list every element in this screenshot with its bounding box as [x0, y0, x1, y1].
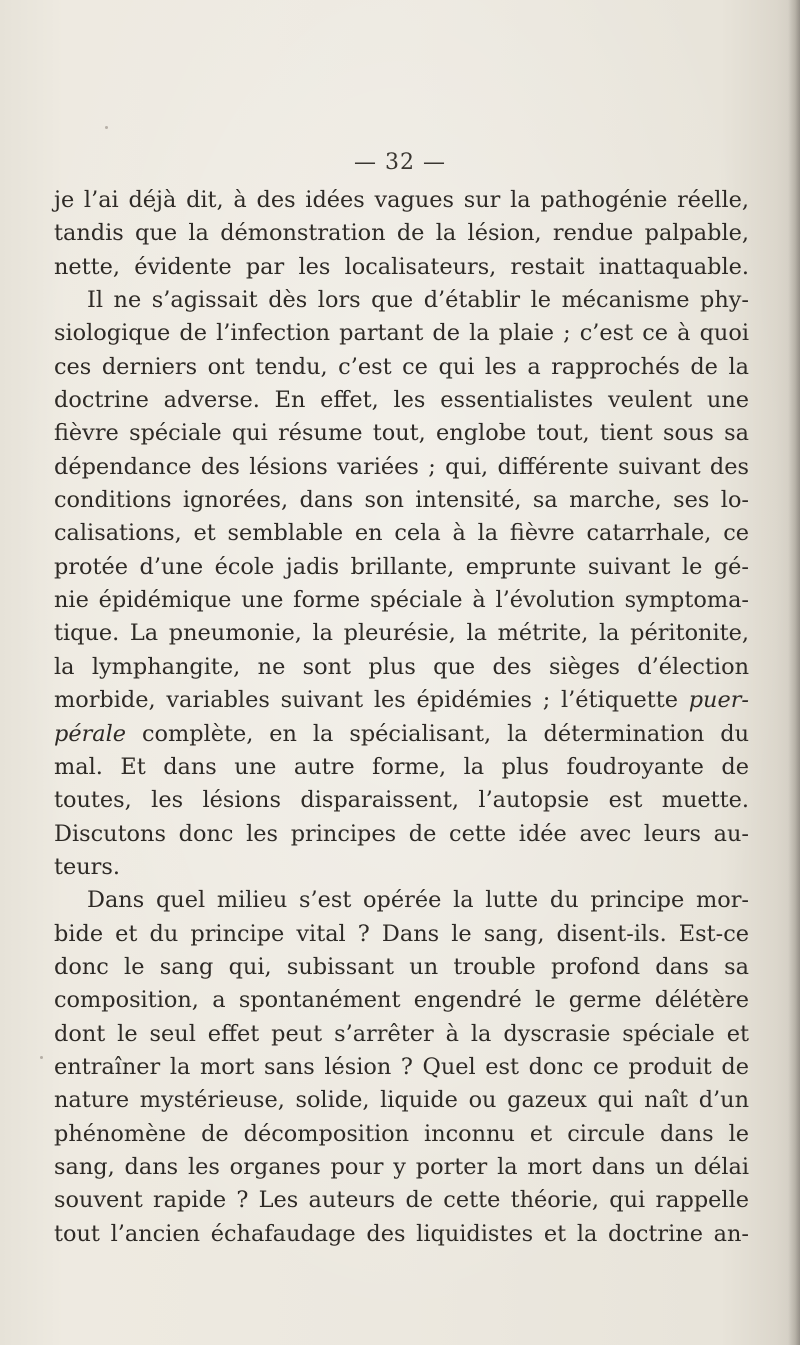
- text-line: [54, 484, 749, 517]
- text-run: Dans quel milieu s’est opérée la lutte du principe mor-: [87, 887, 749, 914]
- text-line: [54, 351, 749, 384]
- text-line: [54, 1151, 749, 1184]
- text-line: [54, 684, 749, 717]
- body-text: [54, 184, 749, 1251]
- italic-text: puer-: [688, 687, 749, 714]
- text-line: [54, 884, 749, 917]
- text-run: souvent rapide ? Les auteurs de cette théorie, qui rappelle: [54, 1187, 749, 1214]
- text-run: mal. Et dans une autre forme, la plus foudroyante de: [54, 753, 749, 780]
- text-line: [54, 984, 749, 1017]
- text-run: teurs.: [54, 853, 120, 880]
- text-line: [54, 1118, 749, 1151]
- text-line: [54, 451, 749, 484]
- text-run: dont le seul effet peut s’arrêter à la dyscrasie spéciale et: [54, 1020, 749, 1047]
- text-run: nature mystérieuse, solide, liquide ou gazeux qui naît d’un: [54, 1087, 749, 1114]
- text-run: donc le sang qui, subissant un trouble profond dans sa: [54, 953, 749, 980]
- paper-speck: [105, 126, 108, 129]
- text-line: [54, 284, 749, 317]
- text-run: Discutons donc les principes de cette idée avec leurs au-: [54, 820, 749, 847]
- text-line: [54, 784, 749, 817]
- text-run: nie épidémique une forme spéciale à l’évolution symptoma-: [54, 587, 749, 614]
- text-line: [54, 918, 749, 951]
- text-line: [54, 584, 749, 617]
- text-line: [54, 851, 749, 884]
- text-line: [54, 1051, 749, 1084]
- text-line: [54, 317, 749, 350]
- text-run: entraîner la mort sans lésion ? Quel est donc ce produit de: [54, 1053, 749, 1080]
- text-line: [54, 251, 749, 284]
- text-run: composition, a spontanément engendré le germe délétère: [54, 987, 749, 1014]
- text-line: [54, 551, 749, 584]
- text-line: [54, 1218, 749, 1251]
- text-run: complète, en la spécialisant, la détermination du: [126, 720, 749, 747]
- text-run: phénomène de décomposition inconnu et circule dans le: [54, 1120, 749, 1147]
- text-line: [54, 184, 749, 217]
- text-line: [54, 1084, 749, 1117]
- italic-text: pérale: [54, 720, 127, 747]
- page-edge-shadow: [788, 0, 800, 1345]
- text-run: tique. La pneumonie, la pleurésie, la métrite, la péritonite,: [54, 620, 749, 647]
- text-run: je l’ai déjà dit, à des idées vagues sur la pathogénie réelle,: [54, 187, 749, 213]
- text-run: ces derniers ont tendu, c’est ce qui les a rapprochés de la: [54, 353, 749, 380]
- text-run: sang, dans les organes pour y porter la mort dans un délai: [54, 1153, 749, 1180]
- text-line: [54, 417, 749, 450]
- text-line: [54, 1184, 749, 1217]
- text-line: [54, 651, 749, 684]
- text-line: [54, 951, 749, 984]
- text-run: doctrine adverse. En effet, les essentialistes veulent une: [54, 387, 749, 414]
- text-run: fièvre spéciale qui résume tout, englobe tout, tient sous sa: [54, 420, 749, 447]
- text-run: siologique de l’infection partant de la plaie ; c’est ce à quoi: [54, 320, 749, 347]
- text-run: la lymphangite, ne sont plus que des sièges d’élection: [54, 653, 749, 680]
- text-line: [54, 751, 749, 784]
- text-run: tout l’ancien échafaudage des liquidistes et la doctrine an-: [54, 1220, 749, 1247]
- text-run: calisations, et semblable en cela à la fièvre catarrhale, ce: [54, 520, 749, 547]
- text-run: protée d’une école jadis brillante, emprunte suivant le gé-: [54, 553, 749, 580]
- text-run: dépendance des lésions variées ; qui, différente suivant des: [54, 453, 749, 480]
- paper-speck: [40, 1056, 43, 1059]
- text-line: [54, 1018, 749, 1051]
- text-run: bide et du principe vital ? Dans le sang, disent-ils. Est-ce: [54, 920, 749, 947]
- page-number: — 32 —: [354, 150, 446, 175]
- text-run: Il ne s’agissait dès lors que d’établir le mécanisme phy-: [87, 287, 749, 314]
- text-run: tandis que la démonstration de la lésion, rendue palpable,: [54, 220, 749, 247]
- text-run: morbide, variables suivant les épidémies ; l’étiquette: [54, 687, 689, 714]
- text-line: [54, 384, 749, 417]
- text-line: [54, 617, 749, 650]
- text-line: [54, 217, 749, 250]
- text-line: [54, 517, 749, 550]
- text-run: conditions ignorées, dans son intensité, sa marche, ses lo-: [54, 487, 749, 514]
- text-line: [54, 818, 749, 851]
- text-line: [54, 718, 749, 751]
- text-run: toutes, les lésions disparaissent, l’autopsie est muette.: [54, 787, 749, 814]
- text-run: nette, évidente par les localisateurs, restait inattaquable.: [54, 253, 749, 280]
